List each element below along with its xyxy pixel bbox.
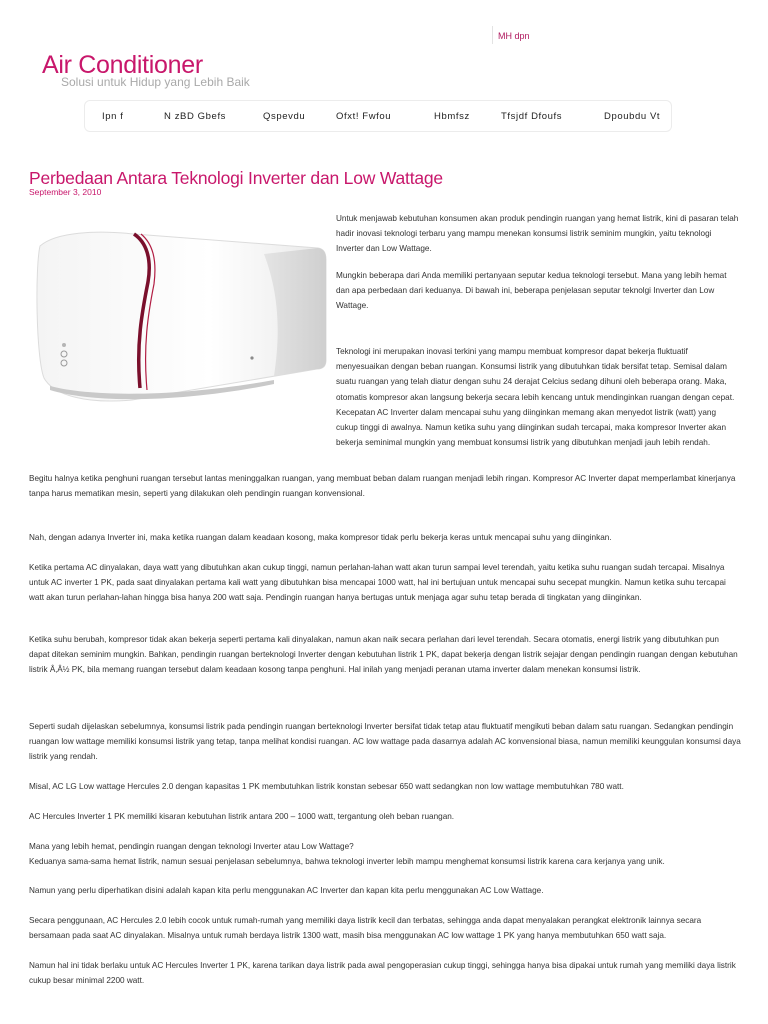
nav-item-6[interactable]: Tfsjdf Dfoufs bbox=[501, 111, 563, 122]
paragraph: Seperti sudah dijelaskan sebelumnya, konsumsi listrik pada pendingin ruangan berteknologi Inverter bersifat tidak tetap atau fluktuatif mengikuti beban dalam satu ruangan. Sedangkan pendingin ruangan low wattage memiliki konsumsi listrik yang tetap, tanpa melihat kondisi ruangan. AC low wattage pada dasarnya adalah AC konvensional biasa, namun memiliki keunggulan konsumsi daya listrik yang rendah. bbox=[29, 722, 741, 762]
top-link[interactable]: MH dpn bbox=[498, 31, 530, 41]
nav-item-3[interactable]: Qspevdu bbox=[263, 111, 306, 122]
nav-item-7[interactable]: Dpoubdu Vt bbox=[604, 111, 661, 122]
nav-item-2[interactable]: N zBD Gbefs bbox=[164, 111, 227, 122]
post-title[interactable]: Perbedaan Antara Teknologi Inverter dan Low Wattage bbox=[29, 168, 443, 188]
paragraph: Mungkin beberapa dari Anda memiliki pertanyaan seputar kedua teknologi tersebut. Mana yang lebih hemat dan apa perbedaan dari keduanya. Di bawah ini, beberapa penjelasan seputar teknolgi Inverter dan Low Wattage. bbox=[336, 271, 727, 311]
paragraph: Teknologi ini merupakan inovasi terkini yang mampu membuat kompresor dapat bekerja fluktuatif menyesuaikan dengan beban ruangan. Konsumsi listrik yang dibutuhkan tidak bersifat tetap. Semisal dalam suatu ruangan yang telah diatur dengan suhu 24 derajat Celcius sedang dihuni oleh beberapa orang. Maka, otomatis kompresor akan langsung bekerja secara lebih kencang untuk mendinginkan ruangan dengan cepat. Kecepatan AC Inverter dalam mencapai suhu yang diinginkan memang akan menyedot listrik (watt) yang cukup tinggi di awalnya. Namun ketika suhu yang diinginkan sudah tercapai, maka kompresor Inverter akan bekerja seminimal mungkin yang membuat konsumsi listrik yang dibutuhkan menjadi jauh lebih rendah. bbox=[336, 347, 735, 448]
top-divider bbox=[492, 26, 493, 44]
paragraph: Namun yang perlu diperhatikan disini adalah kapan kita perlu menggunakan AC Inverter dan kapan kita perlu menggunakan AC Low Wattage. bbox=[29, 886, 544, 895]
nav-item-5[interactable]: Hbmfsz bbox=[434, 111, 470, 122]
main-nav bbox=[84, 100, 672, 132]
site-title[interactable]: Air Conditioner bbox=[42, 51, 203, 79]
paragraph: Misal, AC LG Low wattage Hercules 2.0 dengan kapasitas 1 PK membutuhkan listrik konstan sebesar 650 watt sedangkan non low wattage membutuhkan 780 watt. bbox=[29, 782, 624, 791]
air-conditioner-image bbox=[36, 208, 326, 408]
paragraph: Mana yang lebih hemat, pendingin ruangan dengan teknologi Inverter atau Low Wattage? Keduanya sama-sama hemat listrik, namun sesuai penjelasan sebelumnya, bahwa teknologi inverter lebih mampu menghemat konsumsi listrik karena cara kerjanya yang unik. bbox=[29, 842, 665, 867]
paragraph: Secara penggunaan, AC Hercules 2.0 lebih cocok untuk rumah-rumah yang memiliki daya listrik kecil dan terbatas, sehingga anda dapat menyalakan perangkat elektronik lainnya secara bersamaan pada saat AC dinyalakan. Misalnya untuk rumah berdaya listrik 1300 watt, masih bisa menggunakan AC low wattage 1 PK yang hanya membutuhkan 650 watt saja. bbox=[29, 916, 702, 941]
nav-item-4[interactable]: Ofxt! Fwfou bbox=[336, 111, 392, 122]
paragraph: Ketika suhu berubah, kompresor tidak akan bekerja seperti pertama kali dinyalakan, namun akan naik secara perlahan dari level terendah. Secara otomatis, energi listrik yang dibutuhkan pun dapat ditekan seminim mungkin. Bahkan, pendingin ruangan berteknologi Inverter dengan kebutuhan listrik 1 PK, dapat bekerja dengan listrik sejajar dengan pendingin ruangan dengan kebutuhan listrik Â‚Â½ PK, bila memang ruangan tersebut dalam keadaan kosong tanpa penghuni. Hal inilah yang menjadi peranan utama inverter dalam menekan konsumsi listrik. bbox=[29, 635, 738, 675]
paragraph: AC Hercules Inverter 1 PK memiliki kisaran kebutuhan listrik antara 200 – 1000 watt, tergantung oleh beban ruangan. bbox=[29, 812, 455, 821]
nav-item-1[interactable]: Ipn f bbox=[102, 111, 124, 122]
paragraph: Untuk menjawab kebutuhan konsumen akan produk pendingin ruangan yang hemat listrik, kini di pasaran telah hadir inovasi teknologi terbaru yang mampu menekan konsumsi listrik seminim mungkin, yaitu teknologi Inverter dan Low Wattage. bbox=[336, 214, 739, 254]
paragraph: Ketika pertama AC dinyalakan, daya watt yang dibutuhkan akan cukup tinggi, namun perlahan-lahan watt akan turun sampai level terendah, yaitu ketika suhu ruangan sudah tercapai. Misalnya untuk AC inverter 1 PK, pada saat dinyalakan pertama kali watt yang dibutuhkan bisa mencapai 1000 watt, hal ini bertujuan untuk mencapai suhu secepat mungkin. Namun ketika suhu tercapai watt akan turun perlahan-lahan hingga bisa hanya 200 watt saja. Pendingin ruangan hanya bertugas untuk menjaga agar suhu tetap berada di tingkatan yang diinginkan. bbox=[29, 563, 726, 603]
site-tagline: Solusi untuk Hidup yang Lebih Baik bbox=[61, 75, 250, 89]
paragraph: Begitu halnya ketika penghuni ruangan tersebut lantas meninggalkan ruangan, yang membuat beban dalam ruangan menjadi lebih ringan. Kompresor AC Inverter dapat memperlambat kinerjanya tanpa harus mematikan mesin, seperti yang dilakukan oleh pendingin ruangan konvensional. bbox=[29, 474, 736, 499]
paragraph: Namun hal ini tidak berlaku untuk AC Hercules Inverter 1 PK, karena tarikan daya listrik pada awal pengoperasian cukup tinggi, sehingga hanya bisa dipakai untuk rumah yang memiliki daya listrik cukup besar minimal 2200 watt. bbox=[29, 961, 736, 986]
paragraph: Nah, dengan adanya Inverter ini, maka ketika ruangan dalam keadaan kosong, maka kompresor tidak perlu bekerja keras untuk mencapai suhu yang diinginkan. bbox=[29, 533, 612, 542]
post-date: September 3, 2010 bbox=[29, 187, 102, 197]
